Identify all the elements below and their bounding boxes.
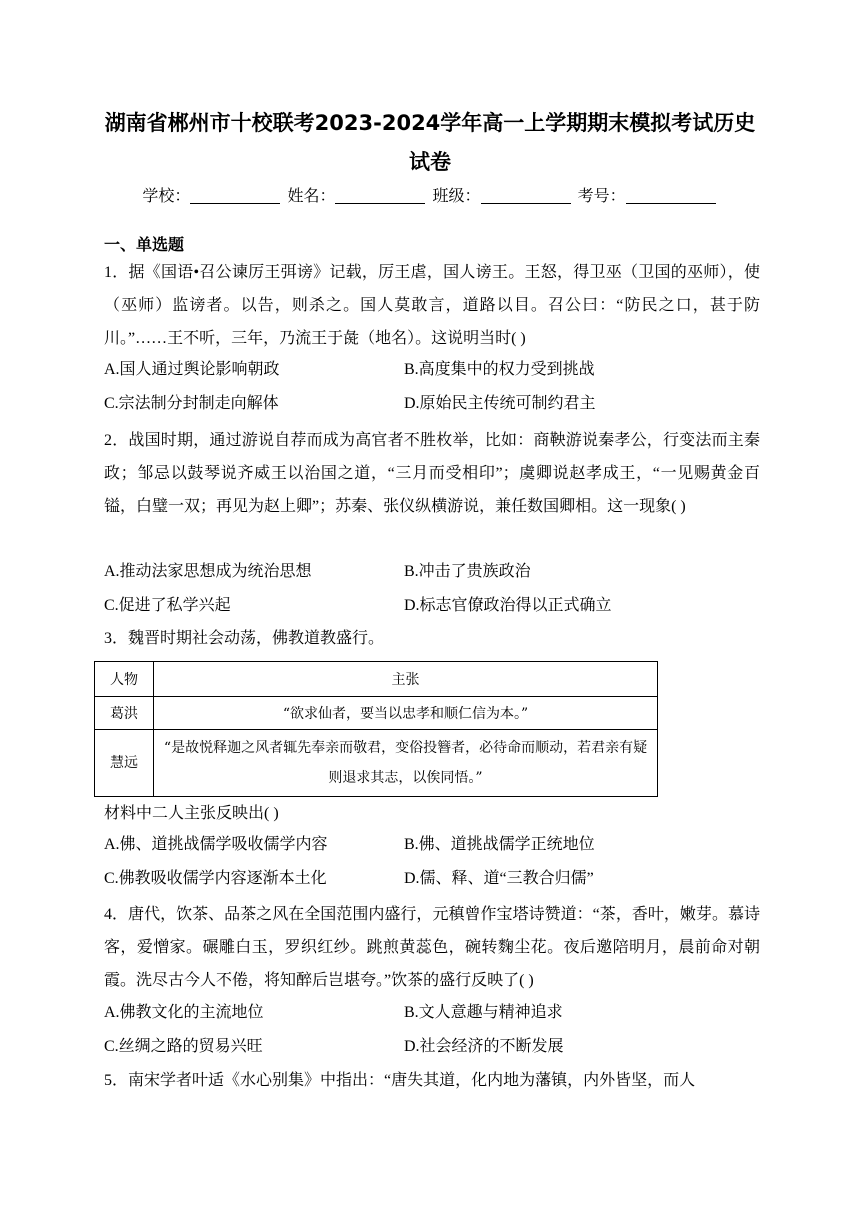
question-1-option-d[interactable]: D.原始民主传统可制约君主 bbox=[404, 395, 596, 412]
question-4-stem: 4．唐代，饮茶、品茶之风在全国范围内盛行，元稹曾作宝塔诗赞道：“茶，香叶，嫩芽。慕诗客，爱憎家。碾雕白玉，罗织红纱。跳煎黄蕊色，碗转麴尘花。夜后邀陪明月，晨前命对朝霞。洗尽古今人不倦，将知醉后岂堪夸。”饮茶的盛行反映了( ) bbox=[104, 906, 760, 989]
table-cell-claim: “欲求仙者，要当以忠孝和顺仁信为本。” bbox=[154, 697, 658, 730]
question-2-option-b[interactable]: B.冲击了贵族政治 bbox=[404, 563, 531, 580]
table-cell-person: 慧远 bbox=[95, 730, 154, 797]
class-label: 班级： bbox=[432, 186, 481, 205]
question-3-option-a[interactable]: A.佛、道挑战儒学吸收儒学内容 bbox=[104, 836, 328, 853]
question-2-stem: 2．战国时期，通过游说自荐而成为高官者不胜枚举，比如：商鞅游说秦孝公，行变法而主秦政；邹忌以鼓琴说齐威王以治国之道，“三月而受相印”；虞卿说赵孝成王，“一见赐黄金百镒，白璧一双；再见为赵上卿”；苏秦、张仪纵横游说，兼任数国卿相。这一现象( ) bbox=[104, 432, 760, 515]
table-cell-claim: “是故悦释迦之风者辄先奉亲而敬君，变俗投簪者，必待命而顺动，若君亲有疑则退求其志，以俟同悟。” bbox=[154, 730, 658, 797]
exam-no-blank[interactable] bbox=[626, 185, 716, 204]
question-3-option-d[interactable]: D.儒、释、道“三教合归儒” bbox=[404, 870, 594, 887]
student-info-line bbox=[0, 182, 860, 210]
question-3-option-c[interactable]: C.佛教吸收儒学内容逐渐本土化 bbox=[104, 870, 327, 887]
exam-no-label: 考号： bbox=[577, 186, 626, 205]
question-3-stem: 3．魏晋时期社会动荡，佛教道教盛行。 bbox=[104, 630, 385, 647]
question-1-option-b[interactable]: B.高度集中的权力受到挑战 bbox=[404, 361, 595, 378]
question-4-option-d[interactable]: D.社会经济的不断发展 bbox=[404, 1038, 564, 1055]
question-1-stem: 1．据《国语•召公谏厉王弭谤》记载，厉王虐，国人谤王。王怒，得卫巫（卫国的巫师），使（巫师）监谤者。以告，则杀之。国人莫敢言，道路以目。召公曰：“防民之口，甚于防川。”……王不听，三年，乃流王于彘（地名）。这说明当时( ) bbox=[104, 264, 760, 347]
question-2-option-d[interactable]: D.标志官僚政治得以正式确立 bbox=[404, 597, 612, 614]
question-4-option-c[interactable]: C.丝绸之路的贸易兴旺 bbox=[104, 1038, 263, 1055]
school-blank[interactable] bbox=[190, 185, 280, 204]
table-header-row bbox=[95, 662, 658, 697]
table-header-claim: 主张 bbox=[154, 662, 658, 697]
table-row bbox=[95, 730, 658, 797]
exam-title-continued: 试卷 bbox=[409, 150, 451, 174]
question-3-stem-continued: 材料中二人主张反映出( ) bbox=[104, 805, 279, 822]
question-1-option-a[interactable]: A.国人通过舆论影响朝政 bbox=[104, 361, 280, 378]
question-4-option-a[interactable]: A.佛教文化的主流地位 bbox=[104, 1004, 264, 1021]
exam-title: 湖南省郴州市十校联考2023-2024学年高一上学期期末模拟考试历史 bbox=[104, 111, 756, 135]
name-blank[interactable] bbox=[335, 185, 425, 204]
table-row bbox=[95, 697, 658, 730]
table-cell-person: 葛洪 bbox=[95, 697, 154, 730]
question-2-option-c[interactable]: C.促进了私学兴起 bbox=[104, 597, 231, 614]
table-header-person: 人物 bbox=[95, 662, 154, 697]
question-5-stem: 5．南宋学者叶适《水心别集》中指出：“唐失其道，化内地为藩镇，内外皆坚，而人 bbox=[104, 1072, 696, 1089]
name-label: 姓名： bbox=[287, 186, 336, 205]
question-3-material-table bbox=[94, 661, 658, 797]
question-1-option-c[interactable]: C.宗法制分封制走向解体 bbox=[104, 395, 279, 412]
section-heading: 一、单选题 bbox=[104, 235, 185, 254]
class-blank[interactable] bbox=[481, 185, 571, 204]
school-label: 学校： bbox=[142, 186, 191, 205]
question-3-option-b[interactable]: B.佛、道挑战儒学正统地位 bbox=[404, 836, 595, 853]
question-4-option-b[interactable]: B.文人意趣与精神追求 bbox=[404, 1004, 563, 1021]
question-2-option-a[interactable]: A.推动法家思想成为统治思想 bbox=[104, 563, 312, 580]
